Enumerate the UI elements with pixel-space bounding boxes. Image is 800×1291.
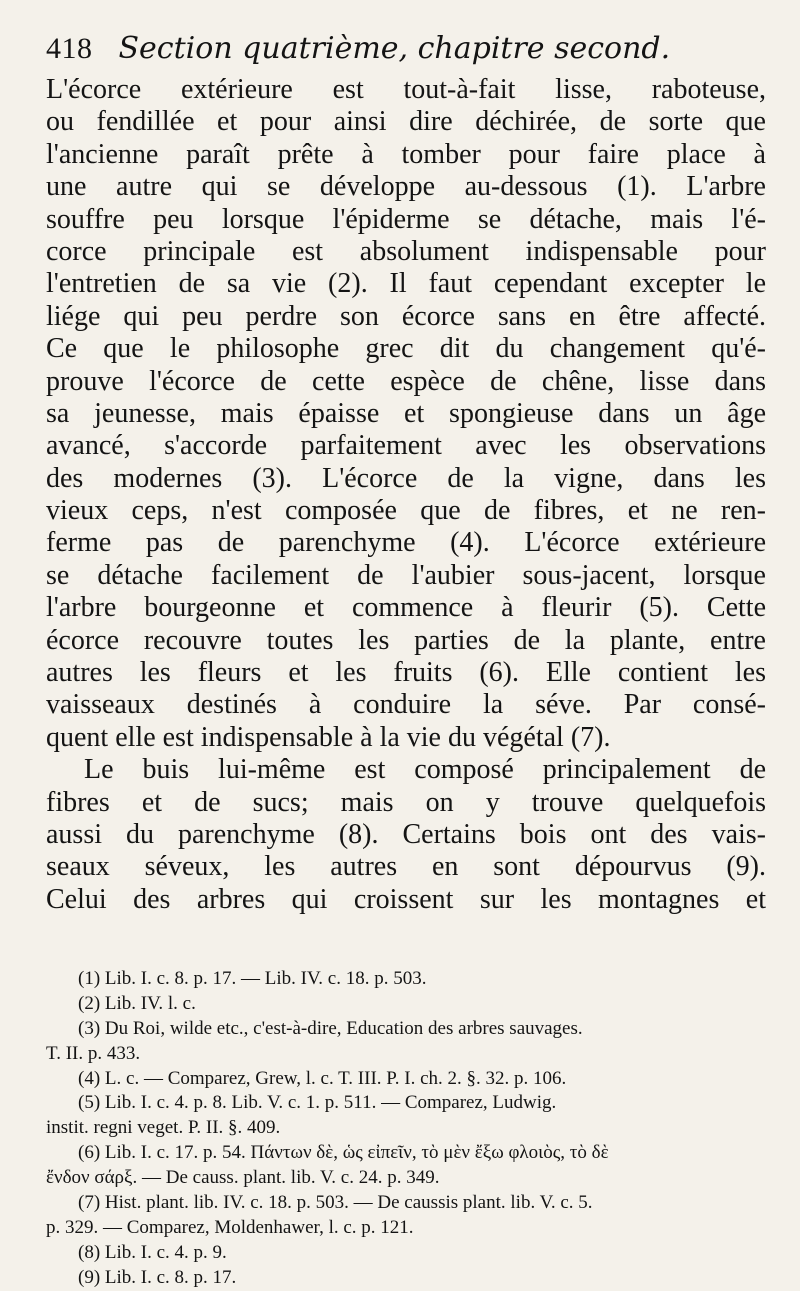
text-line: sa jeunesse, mais épaisse et spongieuse dans un âge — [46, 397, 766, 429]
text-line: fibres et de sucs; mais on y trouve quelquefois — [46, 786, 766, 818]
footnote: (6) Lib. I. c. 17. p. 54. Πάντων δὲ, ὡς εἰπεῖν, τὸ μὲν ἔξω φλοιὸς, τὸ δὲ — [78, 1142, 609, 1164]
main-text — [46, 74, 766, 916]
text-line: ou fendillée et pour ainsi dire déchirée, de sorte que — [46, 106, 766, 138]
text-line: l'arbre bourgeonne et commence à fleurir (5). Cette — [46, 592, 766, 624]
text-line: une autre qui se développe au-dessous (1). L'arbre — [46, 171, 766, 203]
footnote: (3) Du Roi, wilde etc., c'est-à-dire, Education des arbres sauvages. — [78, 1017, 583, 1039]
running-title: Section quatrième, chapitre second. — [118, 31, 671, 66]
footnote: (7) Hist. plant. lib. IV. c. 18. p. 503. — De caussis plant. lib. V. c. 5. — [78, 1192, 593, 1214]
text-line: corce principale est absolument indispensable pour — [46, 235, 766, 267]
text-line: aussi du parenchyme (8). Certains bois ont des vais- — [46, 818, 766, 850]
footnote-continuation: instit. regni veget. P. II. §. 409. — [46, 1117, 281, 1139]
footnote-continuation: p. 329. — Comparez, Moldenhawer, l. c. p. 121. — [46, 1216, 414, 1238]
page-number: 418 — [46, 32, 93, 65]
text-line: Ce que le philosophe grec dit du changement qu'é- — [46, 333, 766, 365]
text-line: L'écorce extérieure est tout-à-fait lisse, raboteuse, — [46, 74, 766, 105]
footnote-continuation: T. II. p. 433. — [46, 1042, 141, 1064]
footnote: (1) Lib. I. c. 8. p. 17. — Lib. IV. c. 18. p. 503. — [78, 968, 427, 989]
text-line: souffre peu lorsque l'épiderme se détache, mais l'é- — [46, 203, 766, 235]
footnote: (4) L. c. — Comparez, Grew, l. c. T. III. P. I. ch. 2. §. 32. p. 106. — [78, 1067, 567, 1089]
text-line: Celui des arbres qui croissent sur les montagnes et — [46, 883, 766, 915]
text-line: des modernes (3). L'écorce de la vigne, dans les — [46, 462, 766, 494]
text-line: vaisseaux destinés à conduire la séve. Par consé- — [46, 689, 766, 721]
footnote: (8) Lib. I. c. 4. p. 9. — [78, 1241, 227, 1263]
text-line: l'entretien de sa vie (2). Il faut cependant excepter le — [46, 268, 766, 300]
text-line: avancé, s'accorde parfaitement avec les observations — [46, 430, 766, 462]
text-line: autres les fleurs et les fruits (6). Elle contient les — [46, 657, 766, 689]
text-line: écorce recouvre toutes les parties de la plante, entre — [46, 624, 766, 656]
running-header — [46, 28, 766, 70]
text-line: quent elle est indispensable à la vie du végétal (7). — [46, 721, 611, 753]
text-line: l'ancienne paraît prête à tomber pour faire place à — [46, 138, 766, 170]
text-line: se détache facilement de l'aubier sous-jacent, lorsque — [46, 559, 766, 591]
text-line: vieux ceps, n'est composée que de fibres, et ne ren- — [46, 495, 766, 527]
footnote: (9) Lib. I. c. 8. p. 17. — [78, 1266, 237, 1288]
footnote: (5) Lib. I. c. 4. p. 8. Lib. V. c. 1. p. 511. — Comparez, Ludwig. — [78, 1092, 557, 1114]
text-line: liége qui peu perdre son écorce sans en être affecté. — [46, 300, 766, 332]
footnotes — [46, 967, 771, 1291]
text-line-paragraph-start: Le buis lui-même est composé principalement de — [84, 754, 766, 786]
footnote-continuation: ἔνδον σάρξ. — De causs. plant. lib. V. c. 24. p. 349. — [46, 1167, 440, 1189]
text-line: ferme pas de parenchyme (4). L'écorce extérieure — [46, 527, 766, 559]
text-line: prouve l'écorce de cette espèce de chêne, lisse dans — [46, 365, 766, 397]
footnote: (2) Lib. IV. l. c. — [78, 992, 196, 1014]
text-line: seaux séveux, les autres en sont dépourvus (9). — [46, 851, 766, 883]
